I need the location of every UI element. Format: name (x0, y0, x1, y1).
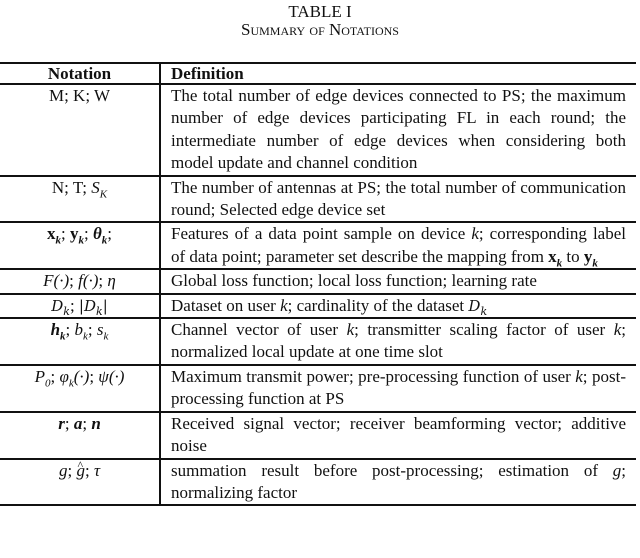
notation-cell: g; ^ g; τ (0, 459, 160, 506)
notation-symbol: $S_K$ (91, 177, 108, 201)
notation-symbol: $h_k$ (50, 320, 66, 343)
notation-symbol: $y_k$ (69, 224, 84, 247)
notation-symbol: $x_k$ (46, 224, 61, 247)
math-vector: $x_k$ (548, 246, 563, 270)
table-row (0, 84, 636, 176)
symbol-subscript: k (60, 330, 66, 343)
notation-cell: $x_k$; $y_k$; $\theta_k$; (0, 222, 160, 269)
definition-cell: Channel vector of user k; transmitter scaling factor of user k; normalized local update at one time slot (160, 318, 636, 365)
symbol-subscript: k (592, 257, 598, 270)
notation-symbol: W (94, 86, 111, 105)
notation-symbol: K (73, 86, 86, 105)
math-set: $D_k$ (468, 296, 488, 318)
math-symbol: k (471, 224, 479, 244)
symbol-subscript: K (99, 188, 108, 201)
notation-symbol: τ (93, 460, 101, 480)
table-header-row (0, 63, 636, 84)
math-vector: $y_k$ (583, 246, 598, 270)
table-row (0, 222, 636, 269)
math-symbol: k (613, 320, 622, 340)
notation-table (0, 62, 636, 506)
notation-symbol: F(·) (43, 271, 70, 291)
table-row (0, 294, 636, 318)
definition-cell: The number of antennas at PS; the total number of communication round; Selected edge device set (160, 176, 636, 223)
symbol-subscript: k (78, 234, 84, 247)
table-row (0, 318, 636, 365)
symbol-subscript: k (68, 377, 74, 390)
symbol-subscript: k (101, 234, 108, 247)
definition-cell: Features of a data point sample on device k; corresponding label of data point; parameter set describe the mapping from $x_k$ to $y_k$ (160, 222, 636, 269)
symbol-subscript: k (55, 234, 61, 247)
notation-symbol: a (73, 413, 83, 433)
notation-symbol: N (51, 177, 65, 197)
math-symbol: g (612, 460, 622, 480)
table-body (0, 84, 636, 505)
symbol-subscript: k (96, 304, 103, 318)
table-label: TABLE I (288, 2, 352, 21)
symbol-subscript: k (83, 330, 88, 343)
notation-cell: $h_k$; $b_k$; $s_k$ (0, 318, 160, 365)
notation-symbol: $\varphi_k(\cdot)$ (59, 366, 90, 390)
table-row (0, 459, 636, 506)
notation-symbol: $s_k$ (96, 320, 109, 343)
notation-symbol: $D_k$ (51, 296, 70, 318)
notation-symbol: r (58, 413, 65, 433)
definition-cell: Dataset on user k; cardinality of the dataset $D_k$ (160, 294, 636, 318)
definition-cell: Maximum transmit power; pre-processing function of user k; post-processing function at PS (160, 365, 636, 412)
notation-cell: F(·); f(·); η (0, 269, 160, 293)
table-row (0, 176, 636, 223)
table-row (0, 412, 636, 459)
table-row (0, 365, 636, 412)
symbol-subscript: k (480, 304, 488, 318)
definition-cell: Global loss function; local loss function; learning rate (160, 269, 636, 293)
symbol-subscript: 0 (44, 377, 51, 390)
symbol-subscript: k (63, 304, 70, 318)
notation-symbol (76, 461, 85, 480)
definition-cell: The total number of edge devices connected to PS; the maximum number of edge devices participating FL in each round; the intermediate number of edge devices when considering both model update and channel condition (160, 84, 636, 176)
notation-symbol: T (72, 177, 83, 197)
notation-cell: $D_k$; $|D_k|$ (0, 294, 160, 318)
notation-cell: N; T; $S_K$ (0, 176, 160, 223)
notation-symbol: f(·) (78, 271, 99, 291)
notation-cell: $P_0$; $\varphi_k(\cdot)$; ψ(·) (0, 365, 160, 412)
table-title: Summary of Notations (241, 20, 399, 39)
notation-symbol: η (107, 271, 116, 291)
notation-symbol: $|D_k|$ (78, 296, 108, 318)
symbol-hat: ^ g (76, 460, 85, 482)
table-row (0, 269, 636, 293)
notation-symbol: $P_0$ (34, 366, 51, 390)
header-notation: Notation (0, 63, 160, 84)
definition-cell: Received signal vector; receiver beamforming vector; additive noise (160, 412, 636, 459)
notation-symbol: ψ(·) (98, 366, 125, 386)
definition-cell: summation result before post-processing; estimation of g; normalizing factor (160, 459, 636, 506)
math-symbol: k (280, 295, 288, 315)
math-symbol: k (575, 366, 583, 386)
math-symbol: k (346, 320, 355, 340)
symbol-subscript: k (556, 257, 563, 270)
notation-cell: r; a; n (0, 412, 160, 459)
notation-symbol: $\theta_k$ (92, 224, 108, 247)
notation-symbol: g (58, 460, 68, 480)
symbol-subscript: k (103, 330, 109, 343)
notation-symbol: M (48, 86, 65, 105)
header-definition: Definition (160, 63, 636, 84)
notation-cell: M; K; W (0, 84, 160, 176)
notation-symbol: n (91, 413, 101, 433)
notation-symbol: $b_k$ (74, 320, 88, 343)
